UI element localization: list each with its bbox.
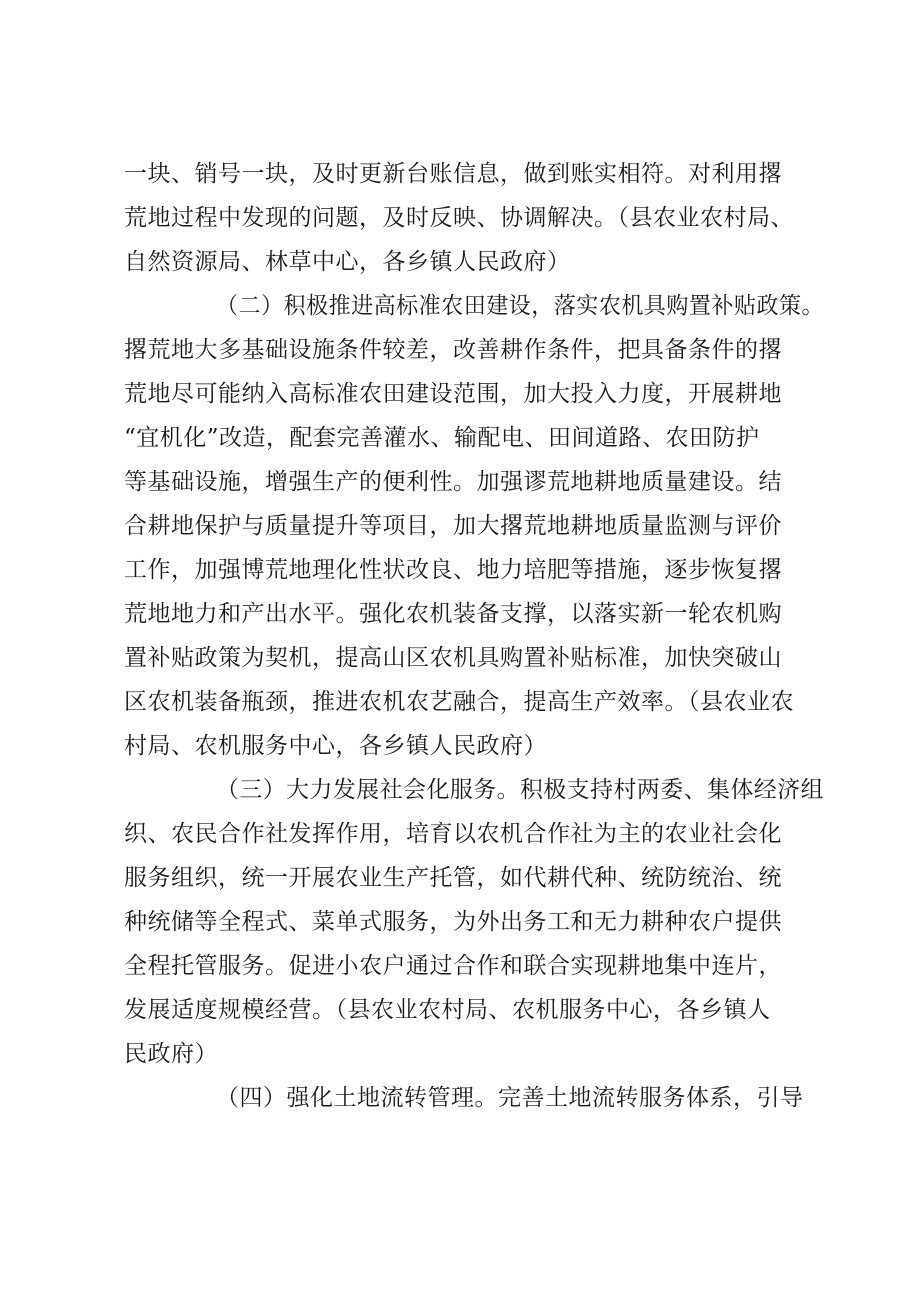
text-line: 等基础设施，增强生产的便利性。加强谬荒地耕地质量建设。结 <box>124 469 782 495</box>
section-heading-4: （四）强化土地流转管理。完善土地流转服务体系，引导 <box>216 1085 804 1111</box>
text-line: 置补贴政策为契机，提高山区农机具购置补贴标准，加快突破山 <box>124 645 782 671</box>
text-line: 自然资源局、林草中心，各乡镇人民政府） <box>124 249 571 275</box>
text-line: 荒地过程中发现的问题，及时反映、协调解决。（县农业农村局、 <box>124 205 794 231</box>
text-line: 撂荒地大多基础设施条件较差，改善耕作条件，把具备条件的撂 <box>124 337 782 363</box>
section-heading-3: （三）大力发展社会化服务。积极支持村两委、集体经济组 <box>216 777 824 803</box>
text-line: 荒地地力和产出水平。强化农机装备支撑，以落实新一轮农机购 <box>124 601 782 627</box>
section-heading-2: （二）积极推进高标准农田建设，落实农机具购置补贴政策。 <box>216 293 824 319</box>
text-line: “宜机化”改造，配套完善灌水、输配电、田间道路、农田防护 <box>124 425 760 451</box>
text-line: 区农机装备瓶颈，推进农机农艺融合，提高生产效率。（县农业农 <box>124 689 794 715</box>
text-line: 服务组织，统一开展农业生产托管，如代耕代种、统防统治、统 <box>124 865 782 891</box>
text-line: 织、农民合作社发挥作用，培育以农机合作社为主的农业社会化 <box>124 821 782 847</box>
text-line: 民政府） <box>124 1041 218 1067</box>
text-line: 全程托管服务。促进小农户通过合作和联合实现耕地集中连片， <box>124 953 782 979</box>
text-line: 发展适度规模经营。（县农业农村局、农机服务中心，各乡镇人 <box>124 997 771 1023</box>
text-line: 工作，加强博荒地理化性状改良、地力培肥等措施，逐步恢复撂 <box>124 557 782 583</box>
text-line: 一块、销号一块，及时更新台账信息，做到账实相符。对利用撂 <box>124 161 782 187</box>
text-line: 合耕地保护与质量提升等项目，加大撂荒地耕地质量监测与评价 <box>124 513 782 539</box>
text-line: 村局、农机服务中心，各乡镇人民政府） <box>124 733 547 759</box>
text-line: 荒地尽可能纳入高标准农田建设范围，加大投入力度，开展耕地 <box>124 381 782 407</box>
text-line: 种统储等全程式、菜单式服务，为外出务工和无力耕种农户提供 <box>124 909 782 935</box>
